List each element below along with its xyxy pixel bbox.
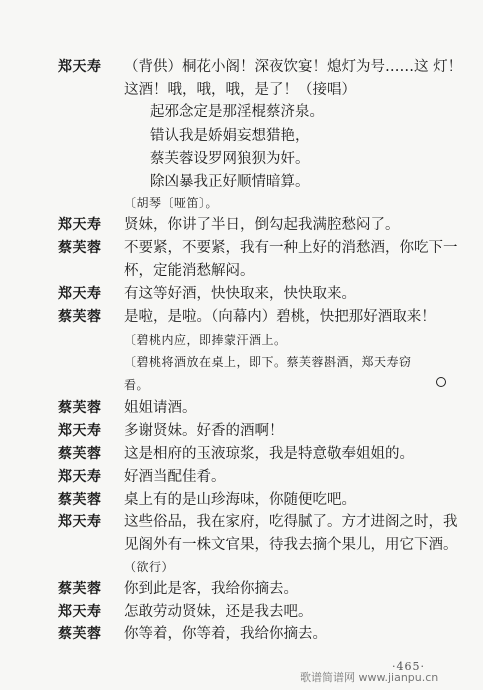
speaker-name: 郑天寿 <box>58 286 102 302</box>
speaker-name: 郑天寿 <box>58 604 102 620</box>
dialogue-text: 你到此是客，我给你摘去。 <box>124 581 298 597</box>
dialogue-text: 杯，定能消愁解闷。 <box>124 263 255 279</box>
speaker-name: 蔡芙蓉 <box>58 309 102 325</box>
speaker-name: 郑天寿 <box>58 423 102 439</box>
dialogue-text: 除凶暴我正好顺情暗算。 <box>150 174 310 190</box>
dialogue-text: 见阁外有一株文官果，待我去摘个果儿，用它下酒。 <box>124 537 458 553</box>
dialogue-text: 多谢贤妹。好香的酒啊！ <box>124 423 284 439</box>
stage-direction: （欲行） <box>124 560 175 574</box>
circle-mark-icon <box>436 377 446 387</box>
speaker-name: 蔡芙蓉 <box>58 492 102 508</box>
watermark: 歌谱简谱网 www.jianpu.cn <box>300 671 439 684</box>
stage-direction: 看。 <box>124 378 150 392</box>
dialogue-text: （背供）桐花小阁！深夜饮宴！熄灯为号……这 灯！ <box>124 59 463 75</box>
speaker-name: 蔡芙蓉 <box>58 400 102 416</box>
dialogue-text: 有这等好酒，快快取来，快快取来。 <box>124 286 356 302</box>
speaker-name: 郑天寿 <box>58 514 102 530</box>
page-number: ·465· <box>392 660 425 673</box>
dialogue-text: 是啦，是啦。（向幕内）碧桃，快把那好酒取来！ <box>124 309 436 325</box>
dialogue-text: 桌上有的是山珍海味，你随便吃吧。 <box>124 492 356 508</box>
speaker-name: 郑天寿 <box>58 469 102 485</box>
dialogue-text: 你等着，你等着，我给你摘去。 <box>124 626 327 642</box>
stage-direction: 〔碧桃内应，即捧蒙汗酒上。 <box>124 333 287 347</box>
dialogue-text: 这些俗品，我在家府，吃得腻了。方才进阁之时，我 <box>124 514 458 530</box>
dialogue-text: 不要紧，不要紧，我有一种上好的消愁酒，你吃下一 <box>124 240 458 256</box>
dialogue-text: 姐姐请酒。 <box>124 400 197 416</box>
speaker-name: 蔡芙蓉 <box>58 626 102 642</box>
speaker-name: 蔡芙蓉 <box>58 581 102 597</box>
speaker-name: 郑天寿 <box>58 59 102 75</box>
stage-direction: 〔碧桃将酒放在桌上，即下。蔡芙蓉斟酒，郑天寿窃 <box>124 355 412 369</box>
stage-direction: 〔胡琴〔哑笛〕。 <box>124 196 219 210</box>
dialogue-text: 怎敢劳动贤妹，还是我去吧。 <box>124 604 313 620</box>
speaker-name: 蔡芙蓉 <box>58 240 102 256</box>
speaker-name: 郑天寿 <box>58 217 102 233</box>
dialogue-text: 好酒当配佳肴。 <box>124 469 226 485</box>
dialogue-text: 错认我是娇娟妄想猎艳， <box>150 128 310 144</box>
speaker-name: 蔡芙蓉 <box>58 446 102 462</box>
dialogue-text: 贤妹，你讲了半日，倒勾起我满腔愁闷了。 <box>124 217 400 233</box>
dialogue-text: 起邪念定是那淫棍蔡济泉。 <box>150 104 324 120</box>
dialogue-text: 这是相府的玉液琼浆，我是特意敬奉姐姐的。 <box>124 446 414 462</box>
dialogue-text: 蔡芙蓉设罗网狼狈为奸。 <box>150 151 310 167</box>
dialogue-text: 这酒！哦，哦，哦，是了！（接唱） <box>124 82 356 98</box>
